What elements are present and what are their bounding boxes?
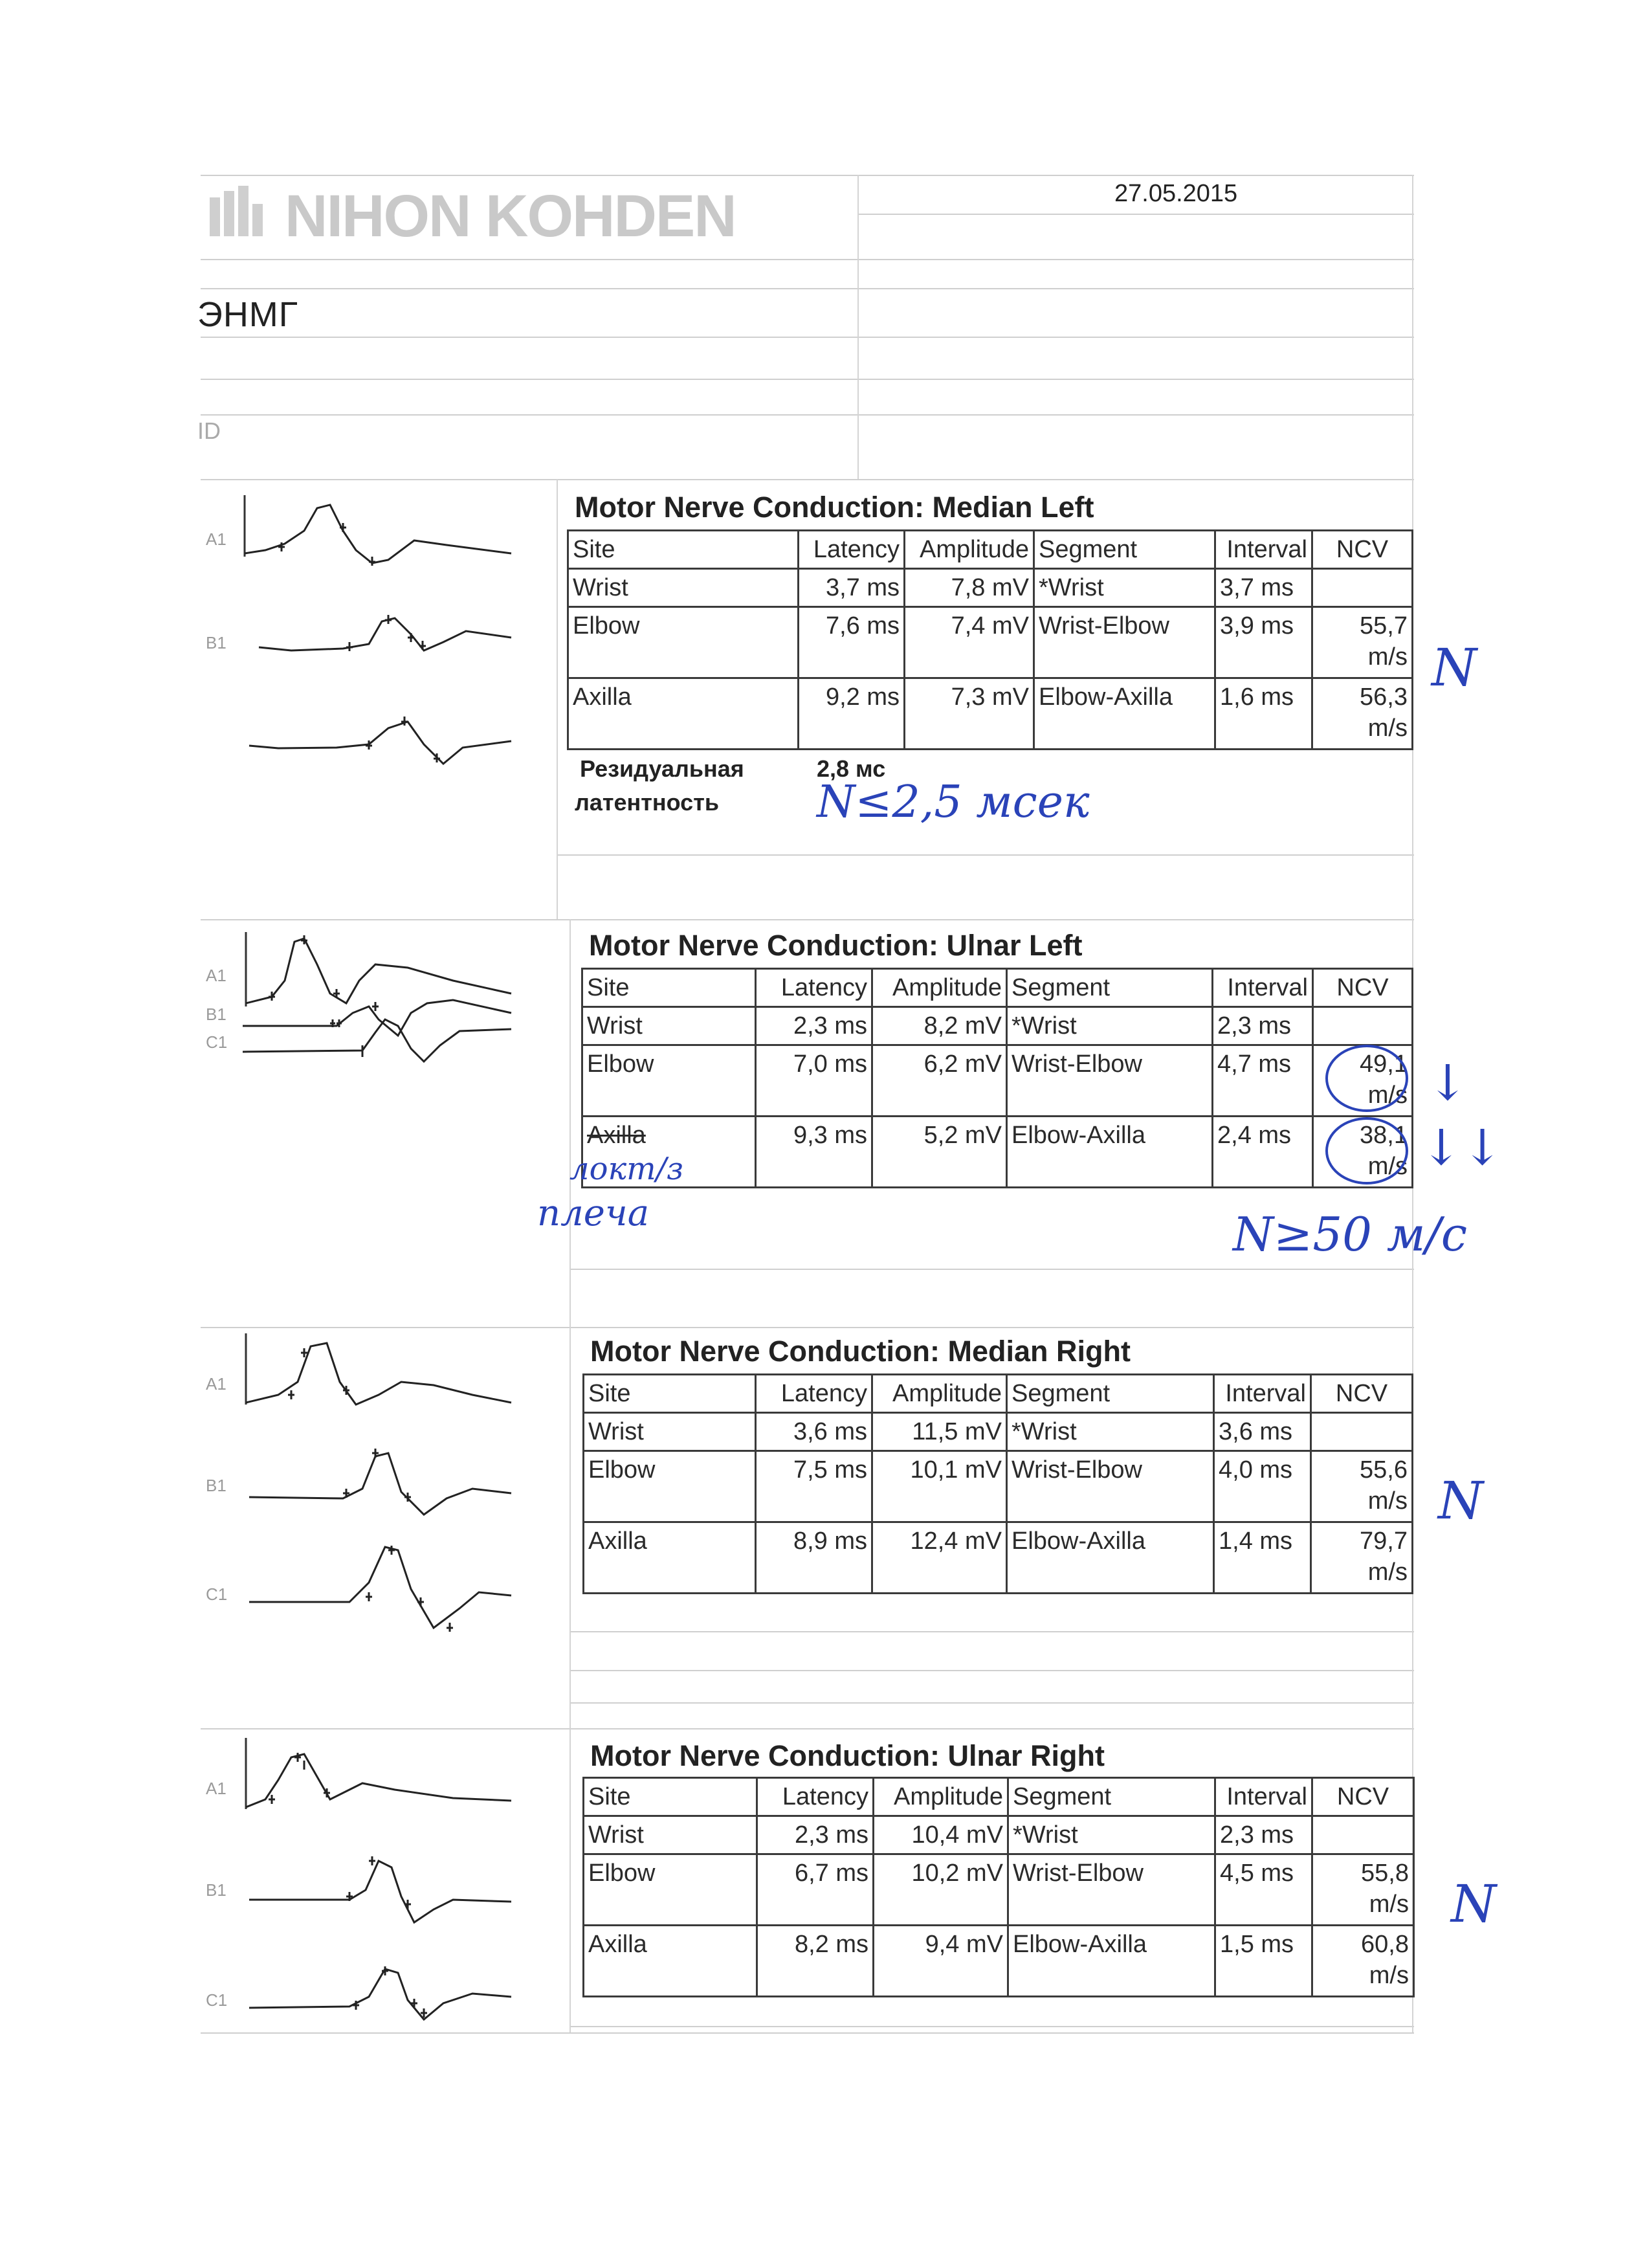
col-latency: Latency [756, 969, 872, 1007]
handwritten-norm-note: N≥50 м/с [1233, 1207, 1468, 1262]
latency-cell: 9,2 ms [799, 678, 905, 750]
ncv-cell [1312, 569, 1413, 607]
col-segment: Segment [1007, 1375, 1214, 1413]
channel-label-c1: C1 [206, 1584, 228, 1604]
section-title-median-left: Motor Nerve Conduction: Median Left [575, 491, 1094, 524]
ncv-unit: m/s [1367, 715, 1408, 742]
col-ncv: NCV [1312, 1778, 1414, 1816]
handwritten-normal-mark: N [1451, 1874, 1496, 1934]
channel-label-a1: A1 [206, 966, 227, 985]
ncv-cell [1312, 678, 1413, 750]
interval-cell: 1,5 ms [1215, 1926, 1312, 1997]
ncv-cell [1311, 1451, 1413, 1522]
table-row [584, 1413, 1413, 1451]
col-amplitude: Amplitude [872, 1375, 1007, 1413]
ncv-value: 60,8 [1361, 1931, 1409, 1958]
table-header-row [584, 1375, 1413, 1413]
handwritten-decrease-arrows: ↓↓ [1420, 1118, 1503, 1176]
col-latency: Latency [757, 1778, 874, 1816]
col-site: Site [584, 1778, 757, 1816]
section-title-ulnar-left: Motor Nerve Conduction: Ulnar Left [589, 929, 1083, 962]
site-cell: Axilla [584, 1926, 757, 1997]
table-header-row [584, 1778, 1414, 1816]
amplitude-cell: 8,2 mV [872, 1007, 1007, 1045]
latency-cell: 8,9 ms [756, 1522, 872, 1594]
section-title-median-right: Motor Nerve Conduction: Median Right [590, 1335, 1131, 1368]
amplitude-cell: 9,4 mV [874, 1926, 1008, 1997]
ncv-unit: m/s [1367, 1559, 1408, 1586]
site-cell: Axilla [584, 1522, 756, 1594]
interval-cell: 3,6 ms [1214, 1413, 1311, 1451]
channel-label-a1: A1 [206, 1374, 227, 1394]
interval-cell: 2,3 ms [1215, 1816, 1312, 1854]
col-interval: Interval [1215, 531, 1312, 569]
ncv-cell [1312, 1926, 1414, 1997]
table-ulnar-right [582, 1777, 1415, 1997]
residual-latency-value: 2,8 мс [817, 755, 886, 782]
interval-cell: 1,6 ms [1215, 678, 1312, 750]
site-cell: Wrist [582, 1007, 756, 1045]
segment-cell: Wrist-Elbow [1007, 1451, 1214, 1522]
latency-cell: 3,7 ms [799, 569, 905, 607]
site-cell: Wrist [584, 1413, 756, 1451]
col-latency: Latency [799, 531, 905, 569]
residual-latency-label-1: Резидуальная [580, 755, 744, 782]
channel-label-a1: A1 [206, 1779, 227, 1798]
col-amplitude: Amplitude [905, 531, 1034, 569]
amplitude-cell: 7,4 mV [905, 607, 1034, 678]
latency-cell: 3,6 ms [756, 1413, 872, 1451]
latency-cell: 7,5 ms [756, 1451, 872, 1522]
segment-cell: Wrist-Elbow [1008, 1854, 1215, 1926]
site-cell: Elbow [584, 1854, 757, 1926]
handwritten-normal-mark: N [1432, 638, 1477, 698]
channel-label-b1: B1 [206, 1880, 227, 1900]
ncv-unit: m/s [1369, 1962, 1409, 1989]
ncv-value: 55,7 [1360, 612, 1408, 639]
channel-label-b1: B1 [206, 1005, 227, 1024]
waveform-ulnar-right [239, 1735, 524, 2032]
site-cell: Wrist [584, 1816, 757, 1854]
col-site: Site [582, 969, 756, 1007]
site-cell: Elbow [584, 1451, 756, 1522]
table-row [584, 1816, 1414, 1854]
segment-cell: Elbow-Axilla [1007, 1522, 1214, 1594]
site-cell: Axilla [568, 678, 799, 750]
segment-cell: Elbow-Axilla [1008, 1926, 1215, 1997]
latency-cell: 7,0 ms [756, 1045, 872, 1117]
ncv-value: 38,1 [1360, 1122, 1408, 1149]
site-cell: Elbow [568, 607, 799, 678]
segment-cell: Elbow-Axilla [1007, 1117, 1213, 1188]
latency-cell: 9,3 ms [756, 1117, 872, 1188]
interval-cell: 4,7 ms [1213, 1045, 1313, 1117]
handwritten-normal-mark: N [1438, 1471, 1483, 1531]
waveform-ulnar-left [239, 929, 524, 1084]
ncv-unit: m/s [1367, 643, 1408, 671]
amplitude-cell: 10,1 mV [872, 1451, 1007, 1522]
channel-label-b1: B1 [206, 633, 227, 652]
col-site: Site [568, 531, 799, 569]
table-row [568, 678, 1413, 750]
col-segment: Segment [1034, 531, 1215, 569]
table-header-row [582, 969, 1413, 1007]
col-ncv: NCV [1313, 969, 1413, 1007]
ncv-cell [1312, 1816, 1414, 1854]
table-row [582, 1007, 1413, 1045]
channel-label-b1: B1 [206, 1476, 227, 1495]
channel-label-c1: C1 [206, 1990, 228, 2010]
ncv-cell [1312, 607, 1413, 678]
ncv-unit: m/s [1367, 1082, 1408, 1109]
site-cell: Axilla [582, 1117, 756, 1188]
channel-label-c1: C1 [206, 1032, 228, 1052]
amplitude-cell: 5,2 mV [872, 1117, 1007, 1188]
report-date: 27.05.2015 [1114, 180, 1238, 207]
col-site: Site [584, 1375, 756, 1413]
col-amplitude: Amplitude [874, 1778, 1008, 1816]
interval-cell: 3,7 ms [1215, 569, 1312, 607]
ncv-unit: m/s [1367, 1487, 1408, 1515]
segment-cell: Wrist-Elbow [1007, 1045, 1213, 1117]
table-median-right [582, 1373, 1413, 1594]
handwritten-site-note-2: плеча [537, 1192, 650, 1234]
interval-cell: 1,4 ms [1214, 1522, 1311, 1594]
amplitude-cell: 7,3 mV [905, 678, 1034, 750]
waveform-median-right [239, 1330, 524, 1641]
amplitude-cell: 11,5 mV [872, 1413, 1007, 1451]
segment-cell: *Wrist [1008, 1816, 1215, 1854]
col-interval: Interval [1213, 969, 1313, 1007]
amplitude-cell: 10,4 mV [874, 1816, 1008, 1854]
table-row [584, 1451, 1413, 1522]
segment-cell: *Wrist [1007, 1007, 1213, 1045]
latency-cell: 2,3 ms [757, 1816, 874, 1854]
table-row [568, 607, 1413, 678]
ncv-value: 55,6 [1360, 1456, 1408, 1484]
channel-label-a1: A1 [206, 529, 227, 549]
section-title-ulnar-right: Motor Nerve Conduction: Ulnar Right [590, 1739, 1105, 1772]
table-row [584, 1926, 1414, 1997]
col-segment: Segment [1007, 969, 1213, 1007]
table-ulnar-left [581, 968, 1413, 1188]
ncv-unit: m/s [1367, 1153, 1408, 1180]
ncv-unit: m/s [1369, 1891, 1409, 1918]
interval-cell: 2,3 ms [1213, 1007, 1313, 1045]
latency-cell: 2,3 ms [756, 1007, 872, 1045]
interval-cell: 4,0 ms [1214, 1451, 1311, 1522]
site-cell: Elbow [582, 1045, 756, 1117]
report-title: ЭНМГ [197, 295, 299, 334]
table-header-row [568, 531, 1413, 569]
ncv-cell [1312, 1854, 1414, 1926]
latency-cell: 8,2 ms [757, 1926, 874, 1997]
col-segment: Segment [1008, 1778, 1215, 1816]
handwritten-circles-icon [1320, 1041, 1417, 1190]
amplitude-cell: 10,2 mV [874, 1854, 1008, 1926]
table-row [568, 569, 1413, 607]
ncv-value: 56,3 [1360, 684, 1408, 711]
nihon-kohden-logo-icon [208, 184, 268, 244]
table-row [582, 1117, 1413, 1188]
ncv-cell [1311, 1413, 1413, 1451]
latency-cell: 6,7 ms [757, 1854, 874, 1926]
amplitude-cell: 7,8 mV [905, 569, 1034, 607]
id-label: ID [197, 417, 221, 444]
ncv-cell [1313, 1007, 1413, 1045]
amplitude-cell: 6,2 mV [872, 1045, 1007, 1117]
ncv-value: 79,7 [1360, 1528, 1408, 1555]
table-row [584, 1522, 1413, 1594]
waveform-median-left [239, 492, 524, 790]
table-row [582, 1045, 1413, 1117]
col-amplitude: Amplitude [872, 969, 1007, 1007]
col-interval: Interval [1214, 1375, 1311, 1413]
col-interval: Interval [1215, 1778, 1312, 1816]
table-median-left [567, 529, 1413, 750]
segment-cell: Elbow-Axilla [1034, 678, 1215, 750]
col-latency: Latency [756, 1375, 872, 1413]
segment-cell: *Wrist [1034, 569, 1215, 607]
interval-cell: 2,4 ms [1213, 1117, 1313, 1188]
site-cell: Wrist [568, 569, 799, 607]
table-row [584, 1854, 1414, 1926]
ncv-value: 55,8 [1361, 1860, 1409, 1887]
interval-cell: 4,5 ms [1215, 1854, 1312, 1926]
interval-cell: 3,9 ms [1215, 607, 1312, 678]
col-ncv: NCV [1311, 1375, 1413, 1413]
residual-latency-label-2: латентность [575, 789, 719, 816]
handwritten-site-note: локт/з [569, 1151, 683, 1187]
col-ncv: NCV [1312, 531, 1413, 569]
ncv-value: 49,1 [1360, 1051, 1408, 1078]
brand-logo: NIHON KOHDEN [285, 183, 736, 249]
handwritten-decrease-arrow: ↓ [1427, 1054, 1468, 1111]
latency-cell: 7,6 ms [799, 607, 905, 678]
handwritten-norm-note: N≤2,5 мсек [817, 777, 1090, 828]
ncv-cell [1311, 1522, 1413, 1594]
amplitude-cell: 12,4 mV [872, 1522, 1007, 1594]
segment-cell: Wrist-Elbow [1034, 607, 1215, 678]
segment-cell: *Wrist [1007, 1413, 1214, 1451]
